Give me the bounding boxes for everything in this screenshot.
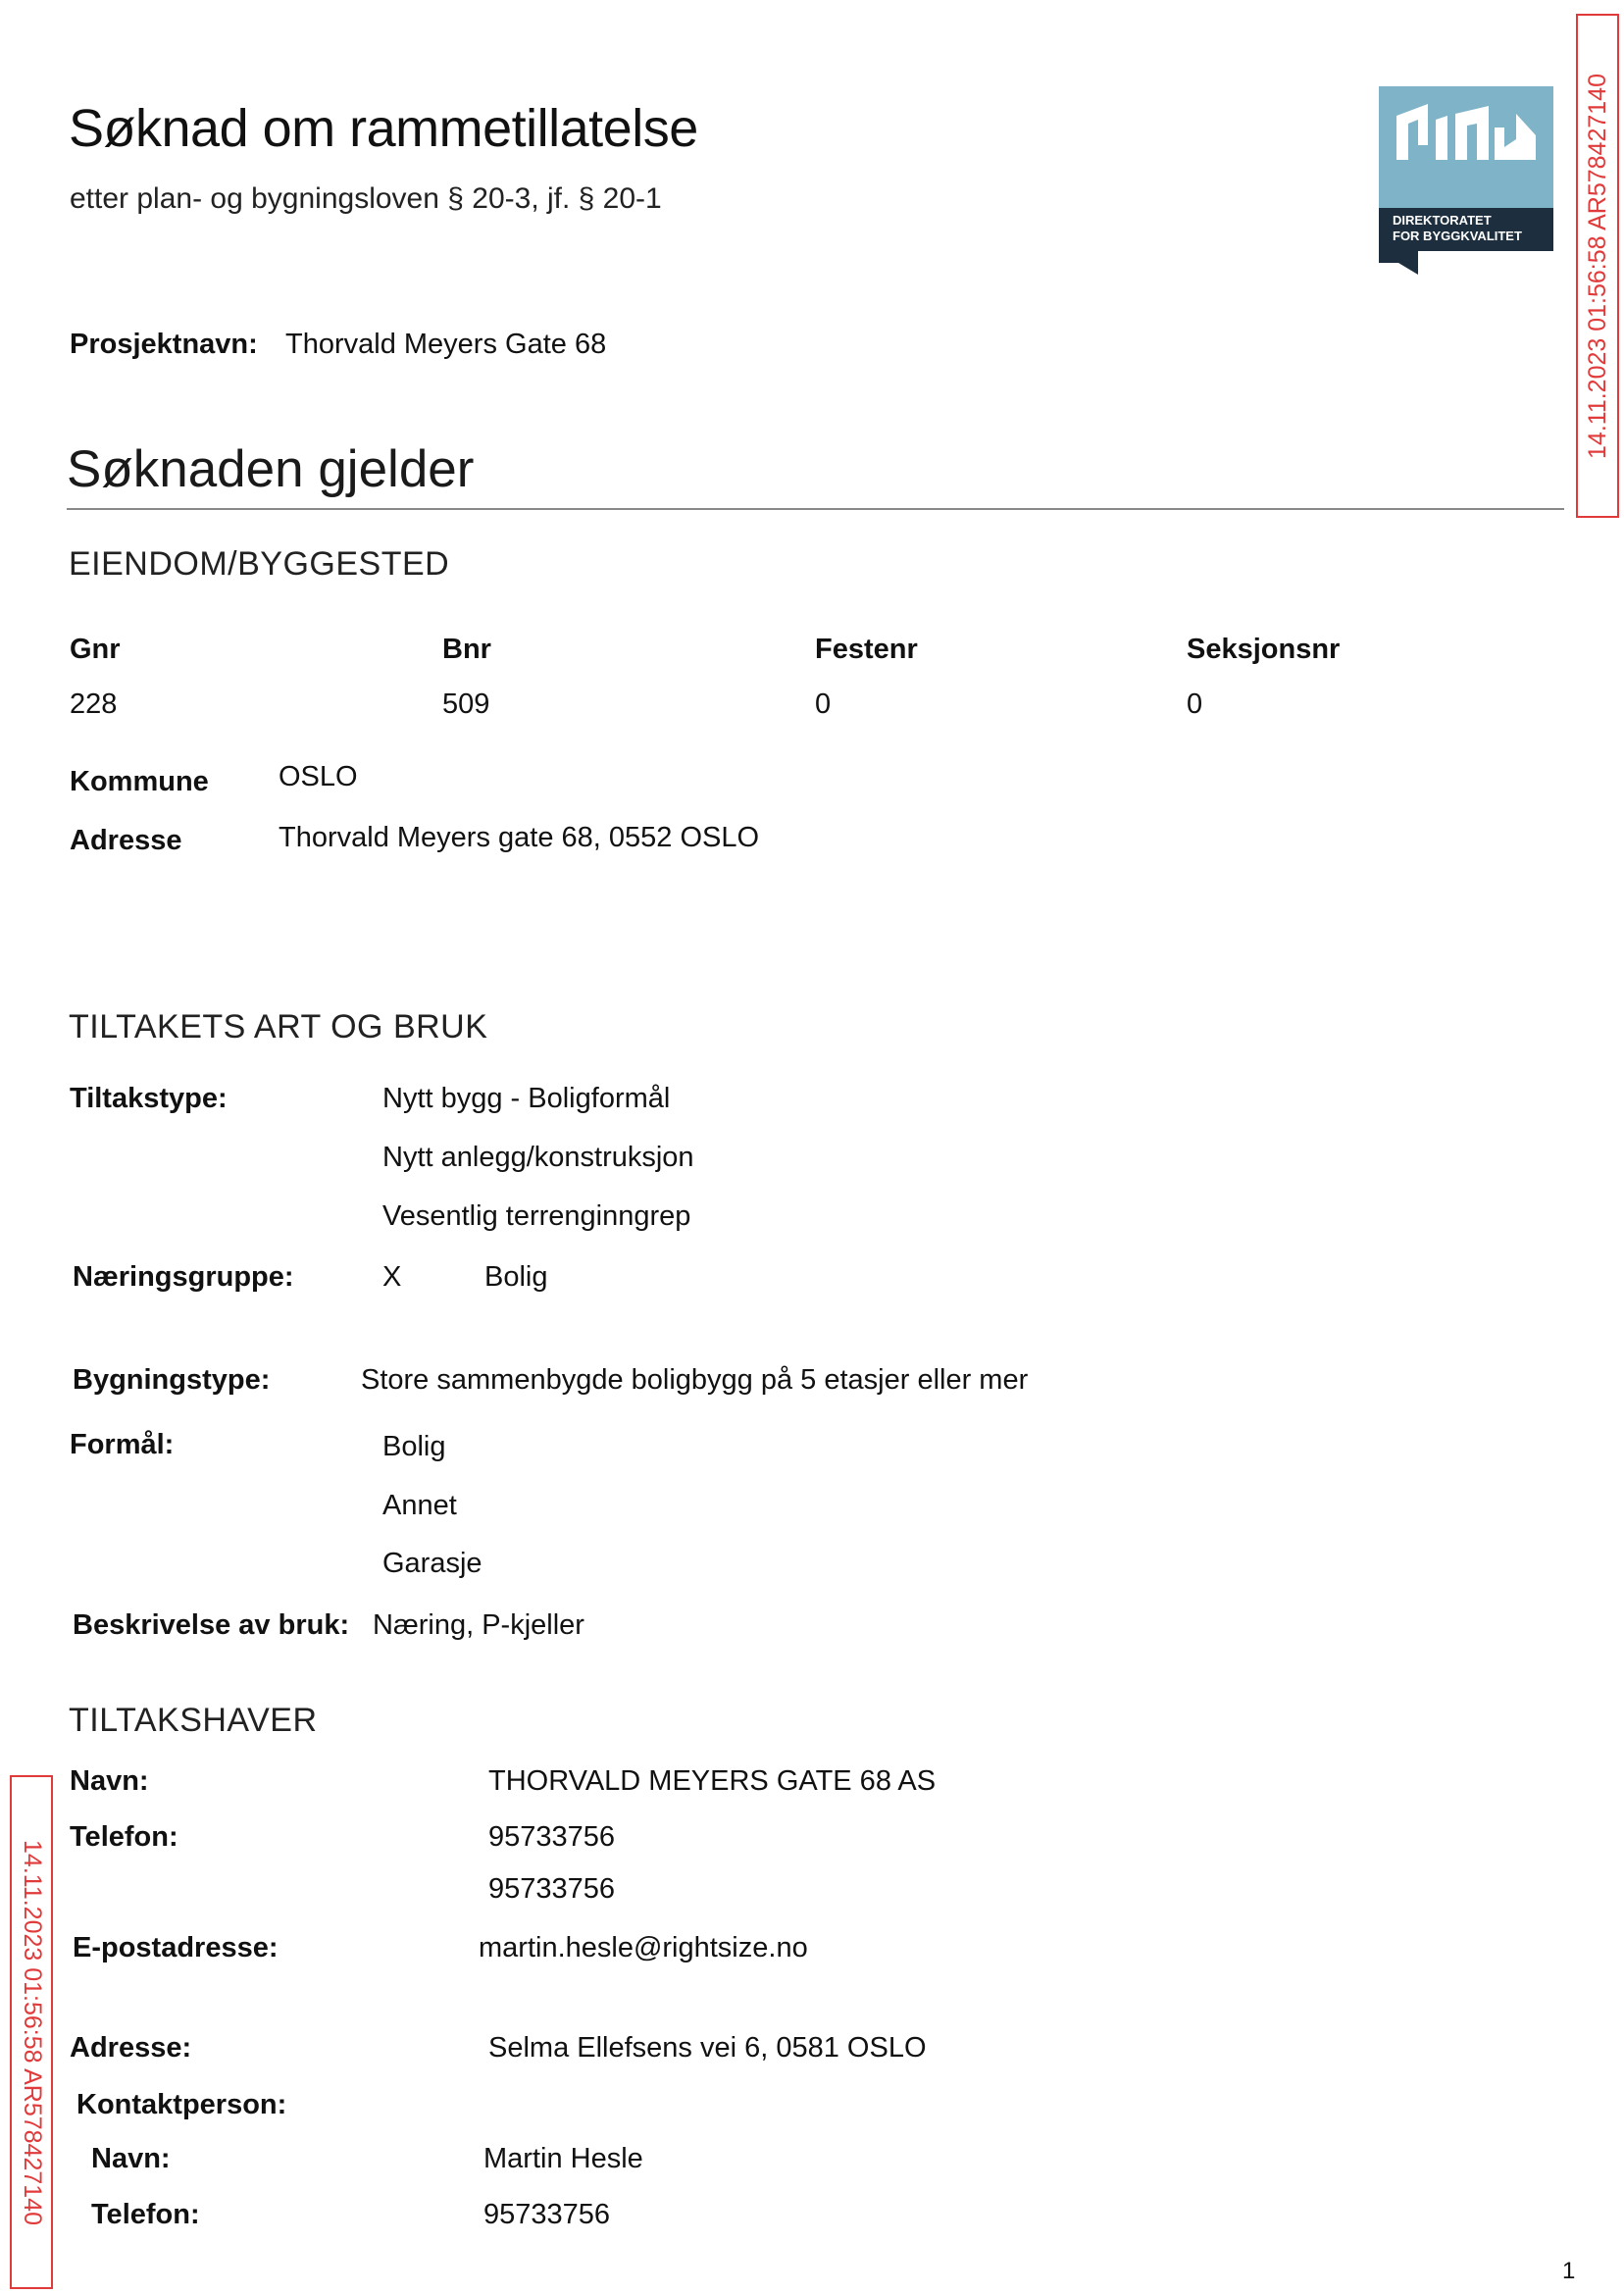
bnr-label: Bnr bbox=[442, 634, 491, 665]
epost-value: martin.hesle@rightsize.no bbox=[479, 1932, 808, 1963]
tiltakstype-value-3: Vesentlig terrenginngrep bbox=[382, 1200, 691, 1232]
gnr-value: 228 bbox=[70, 688, 118, 720]
adresse-label: Adresse bbox=[70, 825, 182, 856]
tiltakshaver-adresse-label: Adresse: bbox=[70, 2032, 192, 2064]
tiltak-heading: TILTAKETS ART OG BRUK bbox=[69, 1008, 488, 1045]
tiltakshaver-navn-label: Navn: bbox=[70, 1765, 149, 1797]
dibk-logo bbox=[1379, 86, 1553, 275]
section-divider bbox=[67, 508, 1564, 510]
tiltakstype-value-1: Nytt bygg - Boligformål bbox=[382, 1083, 671, 1114]
beskrivelse-value: Næring, P-kjeller bbox=[373, 1609, 584, 1641]
kontaktperson-label: Kontaktperson: bbox=[76, 2089, 287, 2120]
section-title: Søknaden gjelder bbox=[67, 440, 475, 498]
epost-label: E-postadresse: bbox=[73, 1932, 279, 1963]
bnr-value: 509 bbox=[442, 688, 490, 720]
tiltakshaver-telefon-value-2: 95733756 bbox=[488, 1873, 616, 1905]
kontakt-navn-value: Martin Hesle bbox=[483, 2143, 643, 2174]
formal-label: Formål: bbox=[70, 1429, 175, 1460]
seksjonsnr-value: 0 bbox=[1187, 688, 1203, 720]
tiltakshaver-telefon-label: Telefon: bbox=[70, 1821, 178, 1853]
kontakt-telefon-label: Telefon: bbox=[91, 2199, 200, 2230]
beskrivelse-label: Beskrivelse av bruk: bbox=[73, 1609, 350, 1641]
adresse-value: Thorvald Meyers gate 68, 0552 OSLO bbox=[279, 822, 760, 853]
logo-line2: FOR BYGGKVALITET bbox=[1393, 229, 1522, 243]
naeringsgruppe-code: X bbox=[382, 1261, 402, 1293]
formal-value-3: Garasje bbox=[382, 1548, 482, 1579]
kontakt-telefon-value: 95733756 bbox=[483, 2199, 611, 2230]
formal-value-1: Bolig bbox=[382, 1431, 446, 1462]
festenr-label: Festenr bbox=[815, 634, 918, 665]
naeringsgruppe-label: Næringsgruppe: bbox=[73, 1261, 294, 1293]
bygningstype-value: Store sammenbygde boligbygg på 5 etasjer eller mer bbox=[361, 1364, 1029, 1396]
kommune-label: Kommune bbox=[70, 766, 209, 797]
property-heading: EIENDOM/BYGGESTED bbox=[69, 545, 450, 583]
naeringsgruppe-value: Bolig bbox=[484, 1261, 548, 1293]
tiltakshaver-heading: TILTAKSHAVER bbox=[69, 1702, 318, 1739]
project-label: Prosjektnavn: bbox=[70, 329, 258, 360]
document-subtitle: etter plan- og bygningsloven § 20-3, jf. § 20-1 bbox=[70, 182, 662, 215]
tiltakshaver-telefon-value-1: 95733756 bbox=[488, 1821, 616, 1853]
project-value: Thorvald Meyers Gate 68 bbox=[285, 329, 607, 360]
kommune-value: OSLO bbox=[279, 761, 358, 792]
bygningstype-label: Bygningstype: bbox=[73, 1364, 271, 1396]
kontakt-navn-label: Navn: bbox=[91, 2143, 171, 2174]
formal-value-2: Annet bbox=[382, 1490, 457, 1521]
festenr-value: 0 bbox=[815, 688, 832, 720]
timestamp-stamp-top: 14.11.2023 01:56:58 AR578427140 bbox=[1576, 14, 1619, 518]
gnr-label: Gnr bbox=[70, 634, 121, 665]
tiltakshaver-adresse-value: Selma Ellefsens vei 6, 0581 OSLO bbox=[488, 2032, 927, 2064]
seksjonsnr-label: Seksjonsnr bbox=[1187, 634, 1341, 665]
timestamp-stamp-left: 14.11.2023 01:56:58 AR578427140 bbox=[10, 1775, 53, 2289]
logo-line1: DIREKTORATET bbox=[1393, 213, 1492, 228]
tiltakstype-value-2: Nytt anlegg/konstruksjon bbox=[382, 1142, 694, 1173]
tiltakshaver-navn-value: THORVALD MEYERS GATE 68 AS bbox=[488, 1765, 937, 1797]
document-title: Søknad om rammetillatelse bbox=[69, 99, 698, 158]
page-number: 1 bbox=[1562, 2258, 1576, 2284]
tiltakstype-label: Tiltakstype: bbox=[70, 1083, 228, 1114]
